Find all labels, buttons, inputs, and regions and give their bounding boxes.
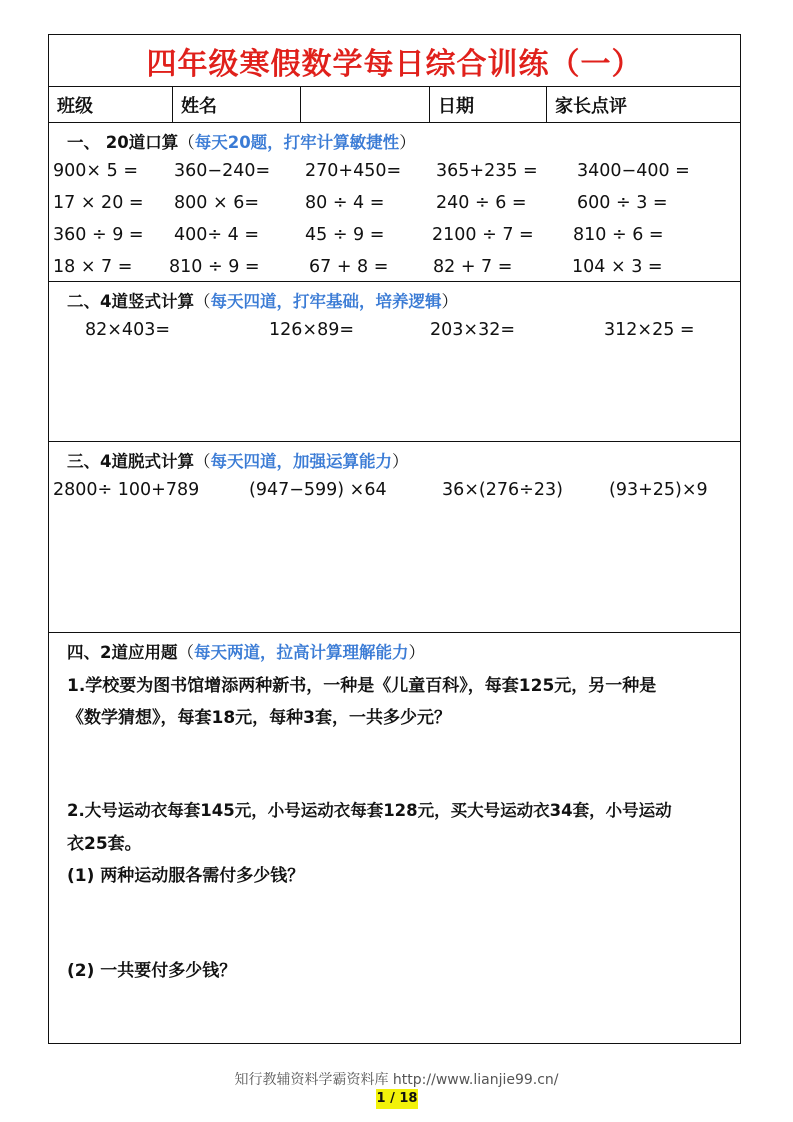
paren-close: ） [441,292,458,311]
class-label: 班级 [49,87,173,122]
worksheet [48,34,741,1044]
name-label: 姓名 [173,87,301,122]
section-heading [67,288,458,312]
oral-problem: 82 + 7 = [433,257,513,277]
footer-source: 知行教辅资料学霸资料库 http://www.lianjie99.cn/ [234,1072,559,1088]
oral-problem: 17 × 20 = [53,193,144,213]
title-row [49,35,740,87]
paren-close: ） [408,643,425,662]
section-title: 二、4道竖式计算 [67,292,194,311]
oral-problem: 400÷ 4 = [174,225,259,245]
oral-problem: 45 ÷ 9 = [305,225,385,245]
word-problem-1-line1: 1.学校要为图书馆增添两种新书，一种是《儿童百科》，每套125元，另一种是 [67,676,657,696]
oral-problem: 240 ÷ 6 = [436,193,527,213]
paren-open: （ [178,133,195,152]
parent-comment-label: 家长点评 [555,95,627,117]
stepwise-problem: (93+25)×9 [609,480,708,500]
stepwise-problem: 36×(276÷23) [442,480,563,500]
oral-problem: 360 ÷ 9 = [53,225,144,245]
page-number-badge: 1 / 18 [376,1089,418,1109]
oral-problem: 810 ÷ 6 = [573,225,664,245]
oral-problem: 600 ÷ 3 = [577,193,668,213]
oral-problem: 270+450= [305,161,402,181]
paren-open: （ [193,292,211,311]
section-heading [67,639,425,663]
vertical-problem: 126×89= [269,320,354,340]
oral-problem: 365+235 = [436,161,538,181]
vertical-problem: 203×32= [430,320,515,340]
section-title: 一、 20道口算 [67,133,179,152]
oral-problem: 900× 5 = [53,161,138,181]
word-problem-2-sub2: (2) 一共要付多少钱？ [67,961,237,981]
section-note: 每天四道，打牢基础，培养逻辑 [210,292,442,311]
word-problem-2-line1: 2.大号运动衣每套145元，小号运动衣每套128元，买大号运动衣34套，小号运动 [67,801,672,820]
section-title: 三、4道脱式计算 [67,452,194,471]
section-heading [67,448,408,472]
section-vertical-calc [49,282,740,442]
oral-problem: 80 ÷ 4 = [305,193,385,213]
date-label: 日期 [430,87,547,122]
oral-problem: 800 × 6= [174,193,259,213]
vertical-problem: 312×25 = [604,320,695,340]
vertical-problem: 82×403= [85,320,170,340]
paren-open: （ [177,643,194,662]
page-title: 四年级寒假数学每日综合训练（一） [146,46,643,82]
section-stepwise-calc [49,442,740,633]
word-problem-1-line2: 《数学猜想》，每套18元，每种3套，一共多少元？ [67,708,451,728]
word-problem-2-line2: 衣25套。 [67,834,142,854]
stepwise-problem: 2800÷ 100+789 [53,480,200,500]
oral-problem: 810 ÷ 9 = [169,257,260,277]
oral-problem: 18 × 7 = [53,257,133,277]
paren-open: （ [193,452,211,471]
section-note: 每天20题，打牢计算敏捷性 [194,133,400,152]
section-note: 每天两道，拉高计算理解能力 [193,643,409,662]
section-note: 每天四道，加强运算能力 [210,452,392,471]
info-row [49,87,740,123]
oral-problem: 3400−400 = [577,161,690,181]
word-problem-2-sub1: (1) 两种运动服各需付多少钱？ [67,866,305,886]
section-oral-calc [49,123,740,282]
stepwise-problem: (947−599) ×64 [249,480,387,500]
paren-close: ） [391,452,409,471]
oral-problem: 67 + 8 = [309,257,389,277]
section-title: 四、2道应用题 [67,643,178,662]
paren-close: ） [399,133,416,152]
oral-problem: 2100 ÷ 7 = [432,225,534,245]
section-heading [67,129,416,153]
oral-problem: 104 × 3 = [572,257,663,277]
section-word-problems [49,633,740,1045]
name-blank [301,87,430,122]
oral-problem: 360−240= [174,161,271,181]
